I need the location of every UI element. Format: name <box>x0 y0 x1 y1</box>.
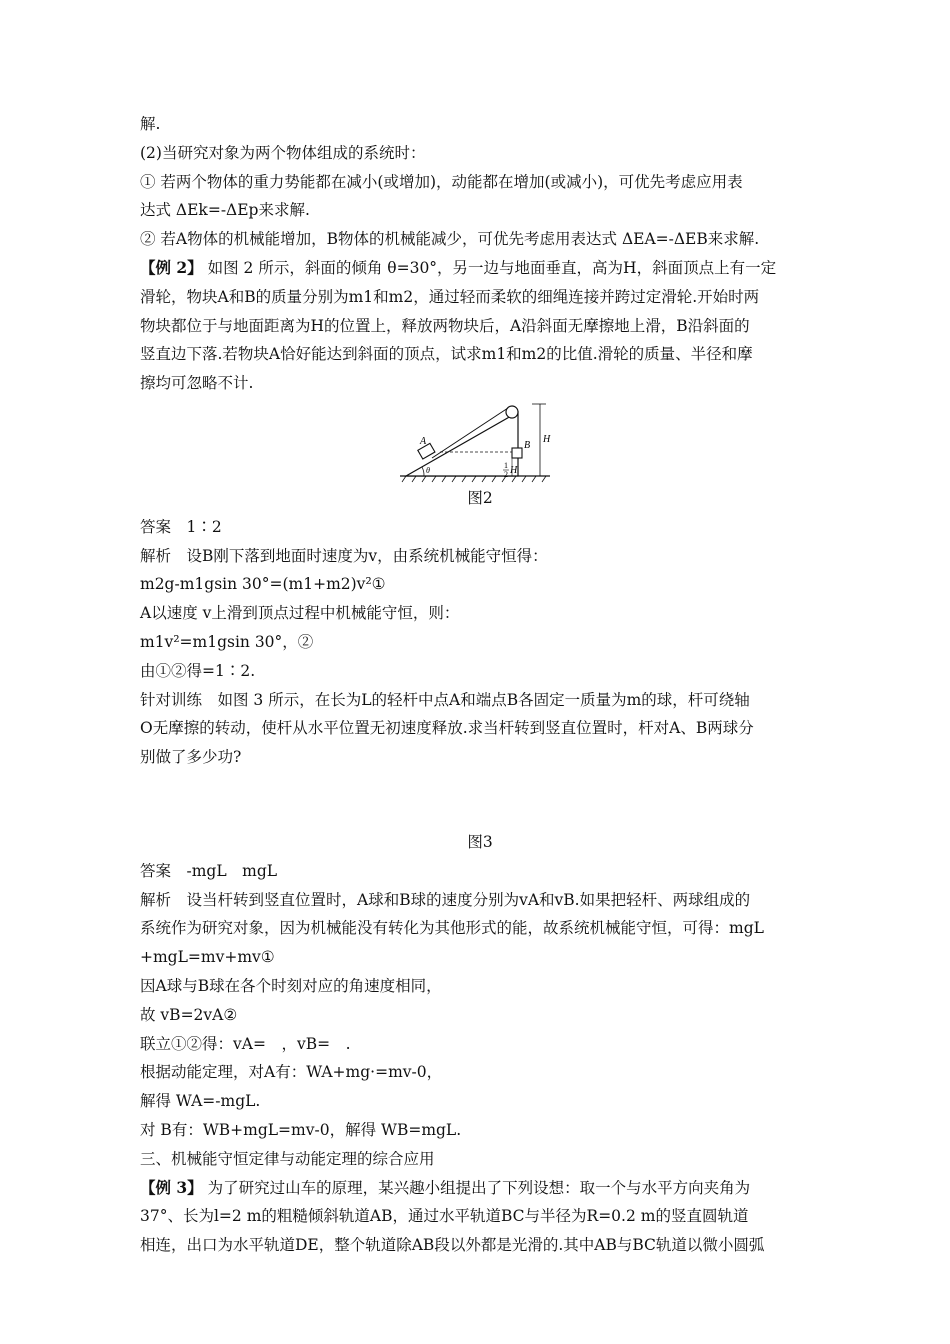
example-2-line <box>140 254 820 283</box>
text-line: 解析 设B刚下落到地面时速度为v，由系统机械能守恒得： <box>140 546 548 565</box>
label-theta: θ <box>426 465 430 475</box>
text-line: 如图 2 所示，斜面的倾角 θ=30°，另一边与地面垂直，高为H，斜面顶点上有一定 <box>202 258 777 277</box>
text-line: 擦均可忽略不计. <box>140 374 254 393</box>
answer: 答案 1∶2 <box>140 517 222 536</box>
example-2-tag: 【例 2】 <box>140 257 203 277</box>
example-3-line <box>140 1174 820 1203</box>
text-line: 联立①②得：vA= ，vB= . <box>140 1034 351 1053</box>
figure-3-caption: 图3 <box>467 832 493 851</box>
equation: m1v²=m1gsin 30°，② <box>140 632 314 651</box>
label-a: A <box>420 435 427 447</box>
text-line: 为了研究过山车的原理，某兴趣小组提出了下列设想：取一个与水平方向夹角为 <box>202 1178 751 1197</box>
text-line: 别做了多少功? <box>140 748 242 767</box>
text-line: 系统作为研究对象，因为机械能没有转化为其他形式的能，故系统机械能守恒，可得：mgL <box>140 919 764 938</box>
document-page <box>140 110 820 1260</box>
half-num: 1 <box>504 460 508 470</box>
section-heading: 三、机械能守恒定律与动能定理的综合应用 <box>140 1149 435 1168</box>
block-b <box>512 448 522 458</box>
text-line: 解得 WA=-mgL. <box>140 1092 261 1111</box>
incline-pulley-figure <box>400 402 560 484</box>
text-line: 物块都位于与地面距离为H的位置上，释放两物块后，A沿斜面无摩擦地上滑，B沿斜面的 <box>140 316 750 335</box>
equation: 故 vB=2vA② <box>140 1005 238 1024</box>
text-line: ② 若A物体的机械能增加，B物体的机械能减少，可优先考虑用表达式 ΔEA=-ΔEB来求解. <box>140 230 760 249</box>
text-line: 针对训练 如图 3 所示，在长为L的轻杆中点A和端点B各固定一质量为m的球，杆可绕轴 <box>140 690 750 709</box>
text-line: 解析 设当杆转到竖直位置时，A球和B球的速度分别为vA和vB.如果把轻杆、两球组成的 <box>140 890 751 909</box>
text-line: 根据动能定理，对A有：WA+mg·=mv-0， <box>140 1063 443 1082</box>
label-b: B <box>524 439 531 451</box>
text-line: O无摩擦的转动，使杆从水平位置无初速度释放.求当杆转到竖直位置时，杆对A、B两球分 <box>140 719 754 738</box>
text-line: 竖直边下落.若物块A恰好能达到斜面的顶点，试求m1和m2的比值.滑轮的质量、半径和摩 <box>140 345 753 364</box>
example-3-tag: 【例 3】 <box>140 1177 203 1197</box>
text-line: 由①②得=1∶2. <box>140 661 256 680</box>
half-den: 2 <box>504 469 508 479</box>
text-line: (2)当研究对象为两个物体组成的系统时： <box>140 143 426 162</box>
text-line: 因A球与B球在各个时刻对应的角速度相同， <box>140 976 442 995</box>
text-line: 对 B有：WB+mgL=mv-0，解得 WB=mgL. <box>140 1120 462 1139</box>
figure-2-caption: 图2 <box>467 488 493 507</box>
text-line: A以速度 v上滑到顶点过程中机械能守恒，则： <box>140 604 460 623</box>
text-line: 滑轮，物块A和B的质量分别为m1和m2，通过轻而柔软的细绳连接并跨过定滑轮.开始时两 <box>140 287 760 306</box>
half-h: H <box>510 464 518 476</box>
text-line: 解. <box>140 115 161 133</box>
equation: m2g-m1gsin 30°=(m1+m2)v²① <box>140 575 386 594</box>
text-line: ① 若两个物体的重力势能都在减小(或增加)，动能都在增加(或减小)，可优先考虑应用表 <box>140 172 743 191</box>
text-line: 37°、长为l=2 m的粗糙倾斜轨道AB，通过水平轨道BC与半径为R=0.2 m的竖直圆轨道 <box>140 1207 749 1226</box>
text-line: 达式 ΔEk=-ΔEp来求解. <box>140 201 310 220</box>
figure-3-placeholder <box>140 772 820 828</box>
label-h: H <box>543 433 551 445</box>
equation: +mgL=mv+mv① <box>140 948 275 967</box>
answer: 答案 -mgL mgL <box>140 861 278 880</box>
text-line: 相连，出口为水平轨道DE，整个轨道除AB段以外都是光滑的.其中AB与BC轨道以微小圆弧 <box>140 1236 765 1255</box>
